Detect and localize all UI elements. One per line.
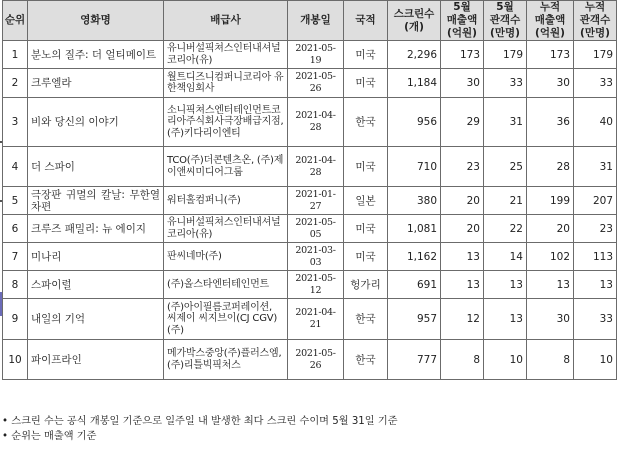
table-row — [3, 299, 617, 340]
header-rank: 순위 — [3, 1, 28, 41]
header-release: 개봉일 — [288, 1, 344, 41]
header-country: 국적 — [344, 1, 388, 41]
cell-may-audience: 31 — [484, 98, 527, 147]
cell-may-sales: 23 — [441, 147, 484, 187]
cell-title: 파이프라인 — [28, 340, 164, 380]
cell-country: 미국 — [344, 69, 388, 98]
cell-title: 스파이럴 — [28, 271, 164, 299]
cell-title: 크루엘라 — [28, 69, 164, 98]
header-may-sales: 5월 매출액 (억원) — [441, 1, 484, 41]
cell-screens: 1,162 — [388, 243, 441, 271]
cell-cum-sales: 30 — [527, 299, 574, 340]
cell-country: 미국 — [344, 243, 388, 271]
cell-may-sales: 30 — [441, 69, 484, 98]
header-title: 영화명 — [28, 1, 164, 41]
header-cum-audience: 누적 관객수(만명) — [574, 1, 617, 41]
cell-rank: 9 — [3, 299, 28, 340]
cell-may-audience: 13 — [484, 271, 527, 299]
cell-release: 2021-05-26 — [288, 340, 344, 380]
cell-country: 미국 — [344, 215, 388, 243]
cell-country: 한국 — [344, 98, 388, 147]
cell-cum-audience: 33 — [574, 299, 617, 340]
cell-may-sales: 173 — [441, 41, 484, 69]
cell-may-sales: 12 — [441, 299, 484, 340]
cell-screens: 710 — [388, 147, 441, 187]
cell-country: 헝가리 — [344, 271, 388, 299]
cell-title: 미나리 — [28, 243, 164, 271]
cell-may-sales: 13 — [441, 271, 484, 299]
cell-country: 미국 — [344, 147, 388, 187]
box-office-table — [2, 0, 617, 380]
cell-may-sales: 20 — [441, 215, 484, 243]
cell-cum-audience: 207 — [574, 187, 617, 215]
table-row — [3, 41, 617, 69]
table-row — [3, 271, 617, 299]
cell-cum-audience: 113 — [574, 243, 617, 271]
table-row — [3, 243, 617, 271]
cell-rank: 5 — [3, 187, 28, 215]
cell-rank: 2 — [3, 69, 28, 98]
cell-country: 한국 — [344, 340, 388, 380]
cell-cum-sales: 102 — [527, 243, 574, 271]
cell-release: 2021-05-19 — [288, 41, 344, 69]
cell-cum-audience: 33 — [574, 69, 617, 98]
header-distributor: 배급사 — [164, 1, 288, 41]
cell-cum-sales: 28 — [527, 147, 574, 187]
cell-screens: 956 — [388, 98, 441, 147]
cell-release: 2021-04-28 — [288, 147, 344, 187]
cell-rank: 7 — [3, 243, 28, 271]
cell-title: 분노의 질주: 더 얼티메이트 — [28, 41, 164, 69]
header-cum-sales: 누적 매출액 (억원) — [527, 1, 574, 41]
cell-distributor: 유니버설픽쳐스인터내셔널 코리아(유) — [164, 41, 288, 69]
cell-may-audience: 33 — [484, 69, 527, 98]
table-row — [3, 98, 617, 147]
cell-may-audience: 21 — [484, 187, 527, 215]
table-notes — [2, 414, 398, 444]
cell-release: 2021-05-26 — [288, 69, 344, 98]
header-may-audience: 5월 관객수 (만명) — [484, 1, 527, 41]
cell-cum-sales: 199 — [527, 187, 574, 215]
note-screen-count: • 스크린 수는 공식 개봉일 기준으로 일주일 내 발생한 최다 스크린 수이며 5월 31일 기준 — [2, 416, 398, 427]
cell-may-sales: 29 — [441, 98, 484, 147]
cell-release: 2021-04-21 — [288, 299, 344, 340]
cell-release: 2021-01-27 — [288, 187, 344, 215]
note-rank-basis: • 순위는 매출액 기준 — [2, 431, 97, 442]
cell-release: 2021-05-05 — [288, 215, 344, 243]
cell-screens: 957 — [388, 299, 441, 340]
cell-country: 미국 — [344, 41, 388, 69]
cell-may-sales: 20 — [441, 187, 484, 215]
cell-cum-sales: 8 — [527, 340, 574, 380]
cell-distributor: 메가박스중앙(주)플러스엠, (주)리틀빅픽처스 — [164, 340, 288, 380]
cell-cum-sales: 30 — [527, 69, 574, 98]
cell-screens: 777 — [388, 340, 441, 380]
cell-screens: 691 — [388, 271, 441, 299]
cell-distributor: 소니픽쳐스엔터테인먼트코리아주식회사극장배급지점, (주)키다리이엔티 — [164, 98, 288, 147]
cell-cum-sales: 173 — [527, 41, 574, 69]
table-row — [3, 69, 617, 98]
cell-rank: 4 — [3, 147, 28, 187]
cell-cum-audience: 10 — [574, 340, 617, 380]
cell-screens: 380 — [388, 187, 441, 215]
cell-release: 2021-05-12 — [288, 271, 344, 299]
cell-rank: 10 — [3, 340, 28, 380]
table-row — [3, 215, 617, 243]
cell-release: 2021-03-03 — [288, 243, 344, 271]
cell-title: 크루즈 패밀리: 뉴 에이지 — [28, 215, 164, 243]
cell-cum-audience: 179 — [574, 41, 617, 69]
cell-country: 일본 — [344, 187, 388, 215]
cell-rank: 3 — [3, 98, 28, 147]
table-row — [3, 187, 617, 215]
cell-may-audience: 179 — [484, 41, 527, 69]
cell-cum-audience: 40 — [574, 98, 617, 147]
cell-may-sales: 8 — [441, 340, 484, 380]
table-header-row — [3, 1, 617, 41]
cell-may-audience: 25 — [484, 147, 527, 187]
cell-cum-audience: 31 — [574, 147, 617, 187]
cell-cum-sales: 20 — [527, 215, 574, 243]
cell-title: 극장판 귀멸의 칼날: 무한열차편 — [28, 187, 164, 215]
cell-release: 2021-04-28 — [288, 98, 344, 147]
cell-title: 비와 당신의 이야기 — [28, 98, 164, 147]
cell-distributor: (주)아이필름코퍼레이션, 씨제이 씨지브이(CJ CGV)(주) — [164, 299, 288, 340]
cell-distributor: 월트디즈니컴퍼니코리아 유한책임회사 — [164, 69, 288, 98]
header-screens: 스크린수 (개) — [388, 1, 441, 41]
cell-may-audience: 14 — [484, 243, 527, 271]
cell-rank: 1 — [3, 41, 28, 69]
cell-cum-audience: 23 — [574, 215, 617, 243]
box-office-table-container — [2, 0, 616, 380]
table-row — [3, 147, 617, 187]
cell-cum-sales: 36 — [527, 98, 574, 147]
cell-distributor: 워터홀컴퍼니(주) — [164, 187, 288, 215]
cell-may-audience: 13 — [484, 299, 527, 340]
cell-cum-audience: 13 — [574, 271, 617, 299]
cell-title: 더 스파이 — [28, 147, 164, 187]
cell-title: 내일의 기억 — [28, 299, 164, 340]
cell-may-sales: 13 — [441, 243, 484, 271]
cell-cum-sales: 13 — [527, 271, 574, 299]
cell-screens: 1,184 — [388, 69, 441, 98]
cell-screens: 2,296 — [388, 41, 441, 69]
cell-rank: 8 — [3, 271, 28, 299]
cell-country: 한국 — [344, 299, 388, 340]
cell-distributor: 유니버설픽쳐스인터내셔널 코리아(유) — [164, 215, 288, 243]
cell-distributor: (주)올스타엔터테인먼트 — [164, 271, 288, 299]
cell-may-audience: 22 — [484, 215, 527, 243]
cell-distributor: TCO(주)더콘텐츠온, (주)제이앤씨미디어그룹 — [164, 147, 288, 187]
cell-distributor: 판씨네마(주) — [164, 243, 288, 271]
cell-screens: 1,081 — [388, 215, 441, 243]
cell-may-audience: 10 — [484, 340, 527, 380]
cell-rank: 6 — [3, 215, 28, 243]
table-row — [3, 340, 617, 380]
